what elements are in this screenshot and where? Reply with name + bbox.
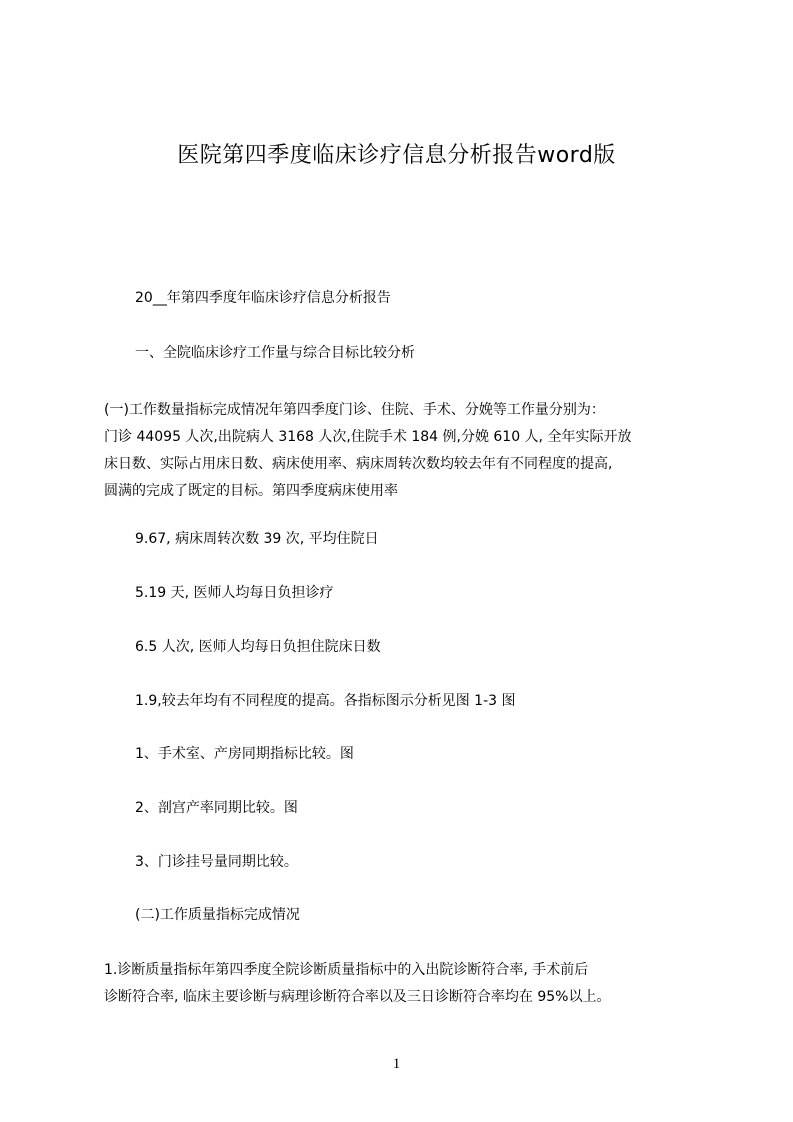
paragraph-line: 圆满的完成了既定的目标。第四季度病床使用率 <box>104 483 398 499</box>
per-doctor-visits-paragraph: 6.5 人次, 医师人均每日负担住院床日数 <box>135 639 381 655</box>
paragraph-line: 诊断符合率, 临床主要诊断与病理诊断符合率以及三日诊断符合率均在 95%以上。 <box>104 989 611 1005</box>
diagnosis-quality-paragraph <box>104 957 690 1011</box>
section-heading-workload-comparison: 一、全院临床诊疗工作量与综合目标比较分析 <box>135 345 415 361</box>
section-heading-quality: (二)工作质量指标完成情况 <box>135 907 300 923</box>
bed-turnover-paragraph: 9.67, 病床周转次数 39 次, 平均住院日 <box>135 531 379 547</box>
per-doctor-beds-paragraph: 1.9,较去年均有不同程度的提高。各指标图示分析见图 1-3 图 <box>135 693 516 709</box>
report-heading: 20__年第四季度年临床诊疗信息分析报告 <box>135 290 391 306</box>
figure-2-caption: 2、剖宫产率同期比较。图 <box>135 800 298 816</box>
paragraph-line: 床日数、实际占用床日数、病床使用率、病床周转次数均较去年有不同程度的提高, <box>104 456 613 472</box>
document-title: 医院第四季度临床诊疗信息分析报告word版 <box>177 143 616 168</box>
workload-paragraph <box>104 397 690 505</box>
figure-1-caption: 1、手术室、产房同期指标比较。图 <box>135 746 354 762</box>
page-number: 1 <box>392 1056 401 1072</box>
paragraph-line: (一)工作数量指标完成情况年第四季度门诊、住院、手术、分娩等工作量分别为： <box>104 402 605 418</box>
paragraph-line: 门诊 44095 人次,出院病人 3168 人次,住院手术 184 例,分娩 610 人, 全年实际开放 <box>104 429 632 445</box>
figure-3-caption: 3、门诊挂号量同期比较。 <box>135 854 298 870</box>
stay-days-paragraph: 5.19 天, 医师人均每日负担诊疗 <box>135 585 334 601</box>
paragraph-line: 1.诊断质量指标年第四季度全院诊断质量指标中的入出院诊断符合率, 手术前后 <box>104 962 589 978</box>
